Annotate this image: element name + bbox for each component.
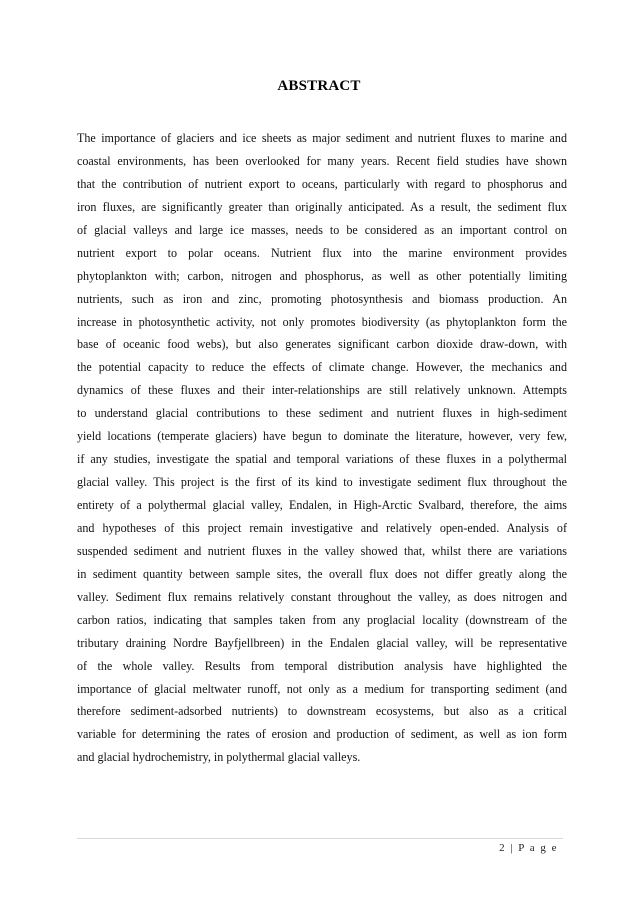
paragraph-line: suspended sediment and nutrient fluxes in the valley showed that, whilst there are variations	[77, 543, 567, 558]
paragraph-line: nutrients, such as iron and zinc, promoting photosynthesis and biomass production. An	[77, 291, 567, 306]
paragraph-line: nutrient export to polar oceans. Nutrient flux into the marine environment provides	[77, 245, 567, 260]
paragraph-line: and glacial hydrochemistry, in polythermal glacial valleys.	[77, 750, 361, 765]
paragraph-line: valley. Sediment flux remains relatively constant throughout the valley, as does nitrogen and	[77, 589, 567, 604]
paragraph-line: The importance of glaciers and ice sheets as major sediment and nutrient fluxes to marine and	[77, 131, 567, 145]
paragraph-line: importance of glacial meltwater runoff, not only as a medium for transporting sediment (and	[77, 681, 567, 696]
paragraph-line: variable for determining the rates of erosion and production of sediment, as well as ion form	[77, 727, 567, 742]
paragraph-line: that the contribution of nutrient export to oceans, particularly with regard to phosphorus and	[77, 176, 567, 191]
paragraph-line: phytoplankton with; carbon, nitrogen and phosphorus, as well as other potentially limiting	[77, 268, 567, 283]
paragraph-line: to understand glacial contributions to these sediment and nutrient fluxes in high-sediment	[77, 406, 567, 421]
abstract-body	[77, 131, 567, 773]
paragraph-line: entirety of a polythermal glacial valley, Endalen, in High-Arctic Svalbard, therefore, the aims	[77, 498, 567, 512]
paragraph-line: the potential capacity to reduce the effects of climate change. However, the mechanics and	[77, 360, 567, 375]
paragraph-line: therefore sediment-adsorbed nutrients) to downstream ecosystems, but also as a critical	[77, 704, 567, 719]
paragraph-line: if any studies, investigate the spatial and temporal variations of these fluxes in a polythermal	[77, 452, 567, 467]
abstract-heading: ABSTRACT	[277, 78, 361, 94]
paragraph-line: increase in photosynthetic activity, not only promotes biodiversity (as phytoplankton form the	[77, 314, 567, 329]
footer-divider	[77, 838, 563, 839]
paragraph-line: iron fluxes, are significantly greater than originally anticipated. As a result, the sediment flux	[77, 199, 567, 214]
paragraph-line: of the whole valley. Results from temporal distribution analysis have highlighted the	[77, 658, 567, 673]
paragraph-line: in sediment quantity between sample sites, the overall flux does not differ greatly along the	[77, 566, 567, 581]
paragraph-line: glacial valley. This project is the first of its kind to investigate sediment flux throughout the	[77, 475, 567, 490]
paragraph-line: carbon ratios, indicating that samples taken from any proglacial locality (downstream of the	[77, 612, 567, 627]
paragraph-line: and hypotheses of this project remain investigative and relatively open-ended. Analysis of	[77, 520, 567, 535]
paragraph-line: coastal environments, has been overlooked for many years. Recent field studies have shown	[77, 153, 567, 168]
page-number: 2 | P a g e	[499, 842, 558, 854]
paragraph-line: yield locations (temperate glaciers) have begun to dominate the literature, however, very few,	[77, 429, 567, 444]
paragraph-line: base of oceanic food webs), but also generates significant carbon dioxide draw-down, with	[77, 337, 567, 352]
paragraph-line: tributary draining Nordre Bayfjellbreen) in the Endalen glacial valley, will be representative	[77, 635, 567, 650]
paragraph-line: of glacial valleys and large ice masses, needs to be considered as an important control on	[77, 222, 567, 237]
paragraph-line: dynamics of these fluxes and their inter-relationships are still relatively unknown. Attempts	[77, 383, 567, 398]
